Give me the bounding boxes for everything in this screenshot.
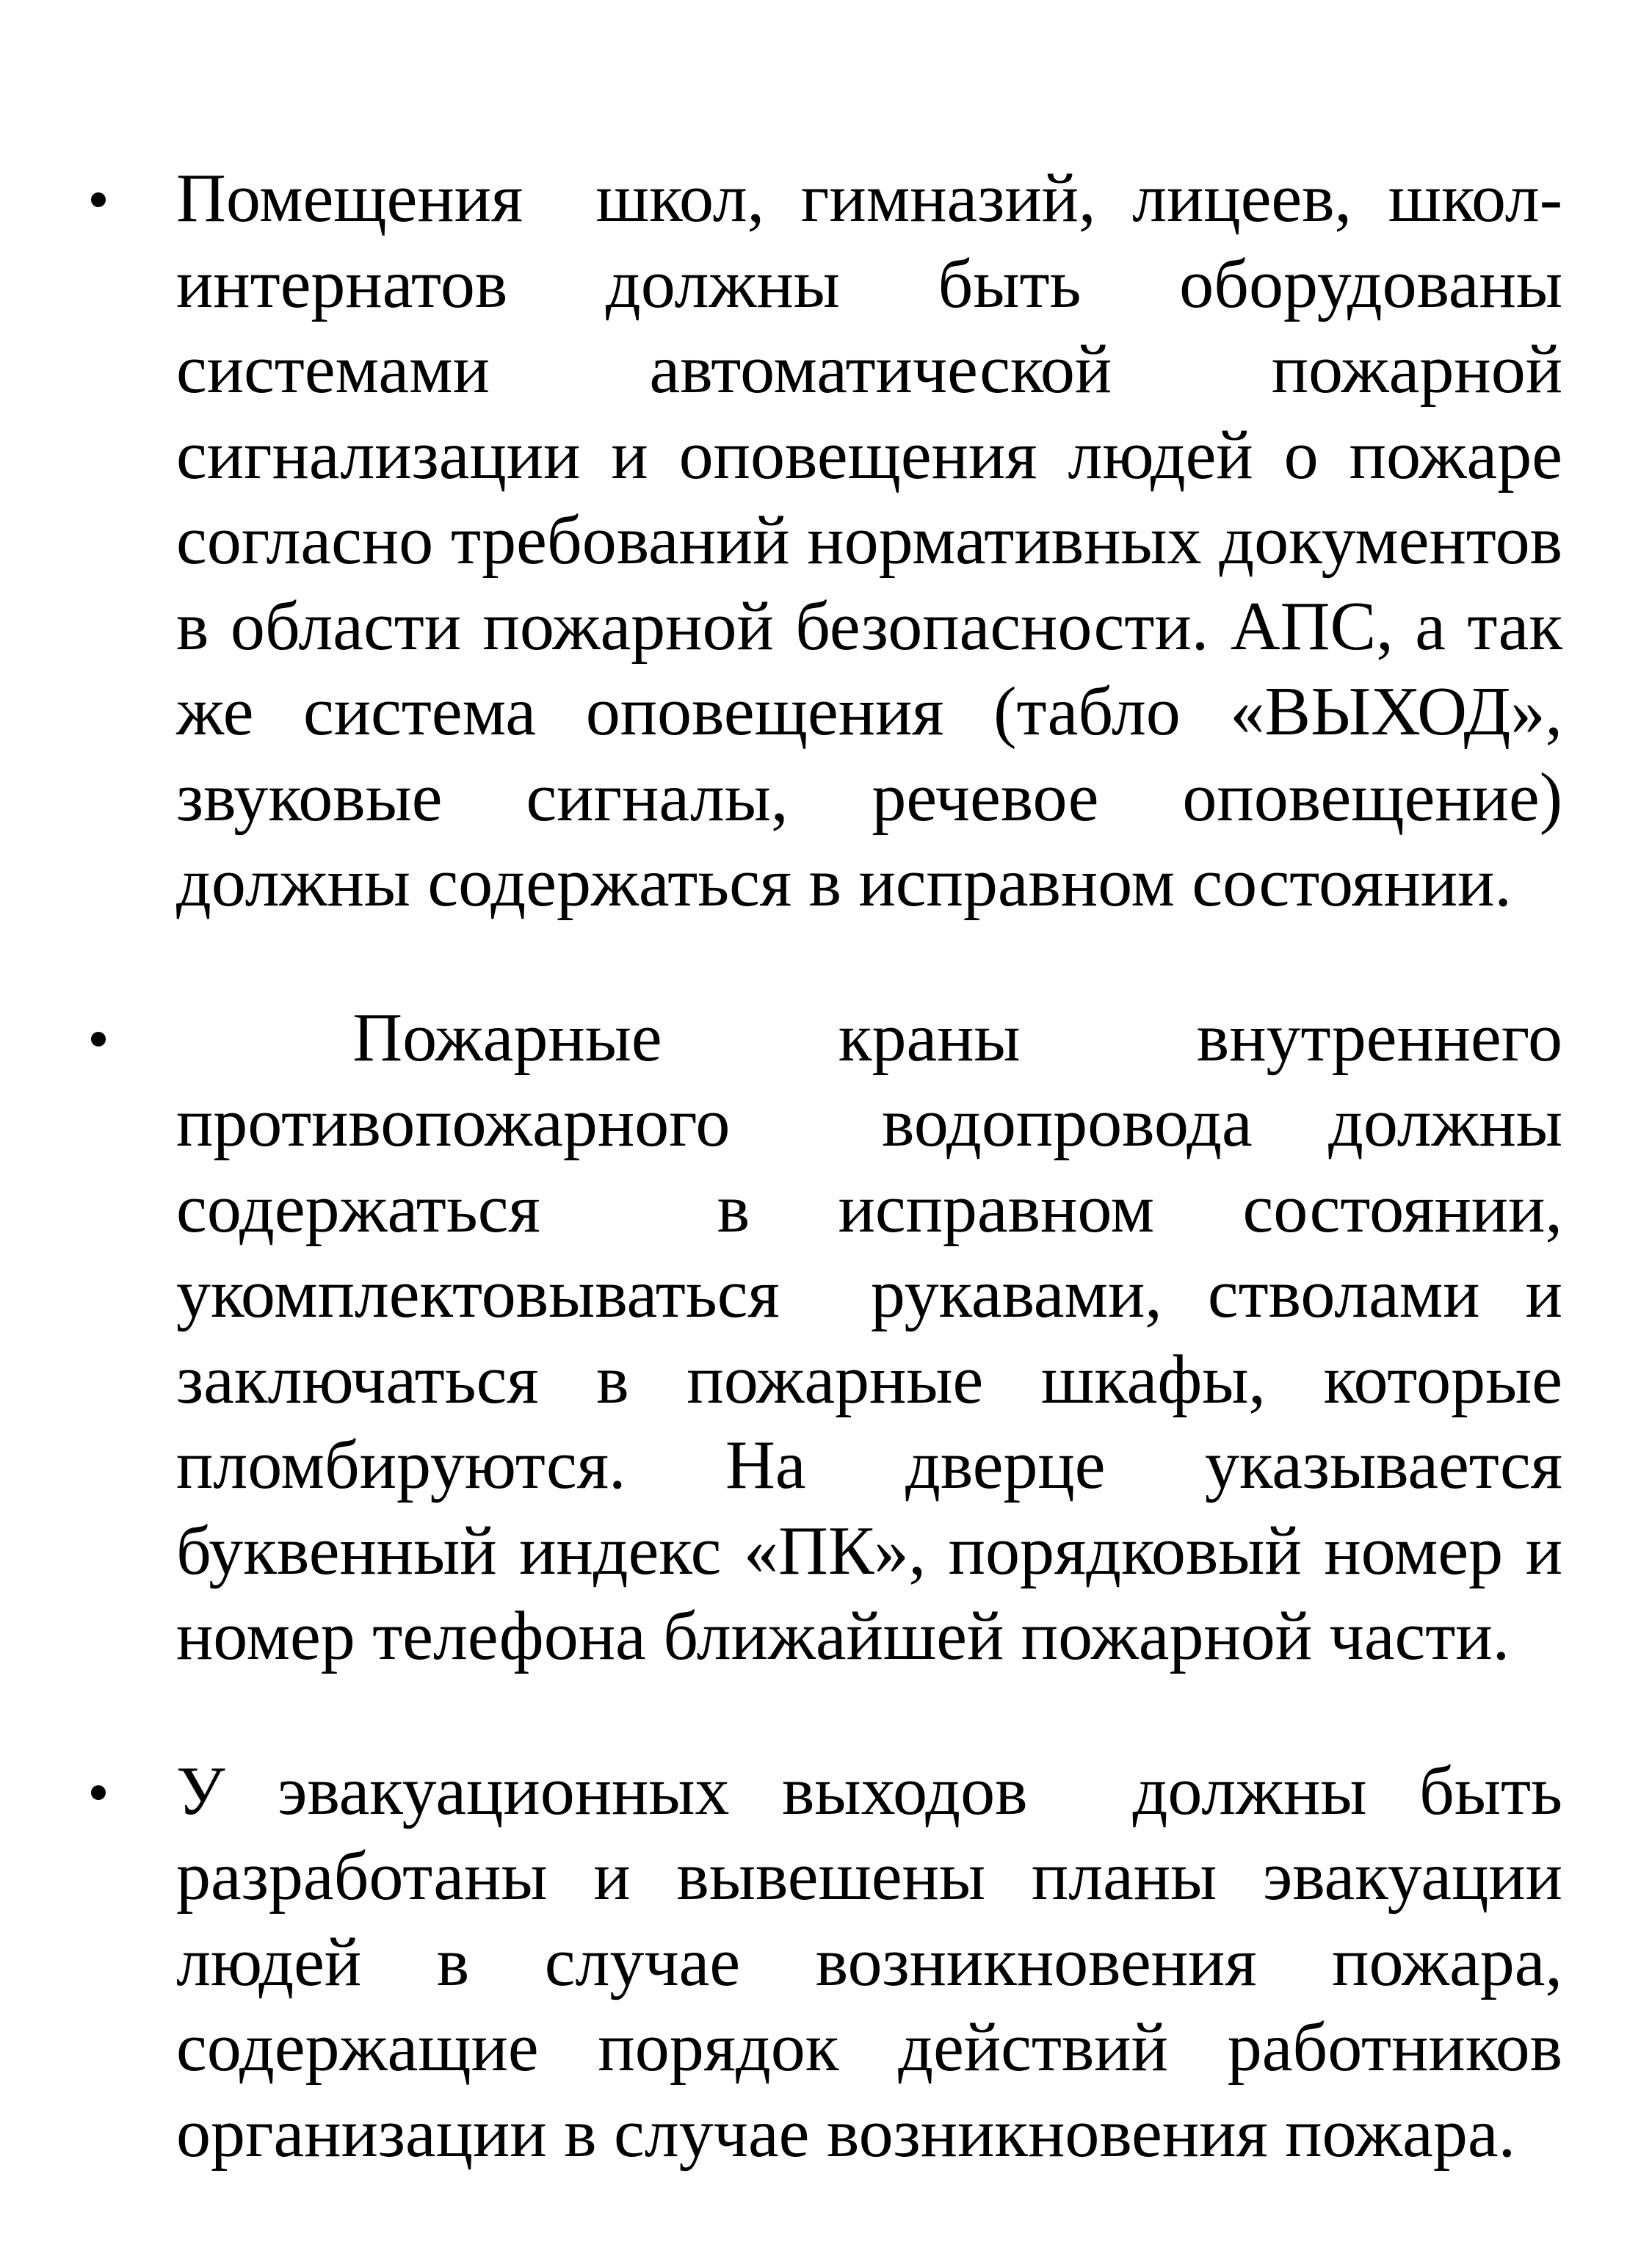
bullet-dot-icon [91,1785,106,1800]
bullet-text: Помещения школ, гимназий, лицеев, школ-интернатов должны быть оборудованы системами автоматической пожарной сигнализации и оповещения людей о пожаре согласно требований нормативных документов в области пожарной безопасности. АПС, а так же система оповещения (табло «ВЫХОД», звуковые сигналы, речевое оповещение) должны содержаться в исправном состоянии. [176,160,1580,921]
bullet-item-fire-hydrants [0,995,1652,1680]
bullet-text: У эвакуационных выходов должны быть разработаны и вывешены планы эвакуации людей в случае возникновения пожара, содержащие порядок действий работников организации в случае возникновения пожара. [176,1752,1580,2172]
bullet-list [0,87,1652,2245]
bullet-item-evacuation-plans [0,1749,1652,2177]
bullet-dot-icon [91,192,106,207]
bullet-text: Пожарные краны внутреннего противопожарного водопровода должны содержаться в исправном состоянии, укомплектовываться рукавами, стволами и заключаться в пожарные шкафы, которые пломбируются. На дверце указывается буквенный индекс «ПК», порядковый номер и номер телефона ближайшей пожарной части. [176,999,1580,1674]
bullet-item-schools-fire-alarm [0,156,1652,926]
bullet-dot-icon [91,1032,106,1046]
